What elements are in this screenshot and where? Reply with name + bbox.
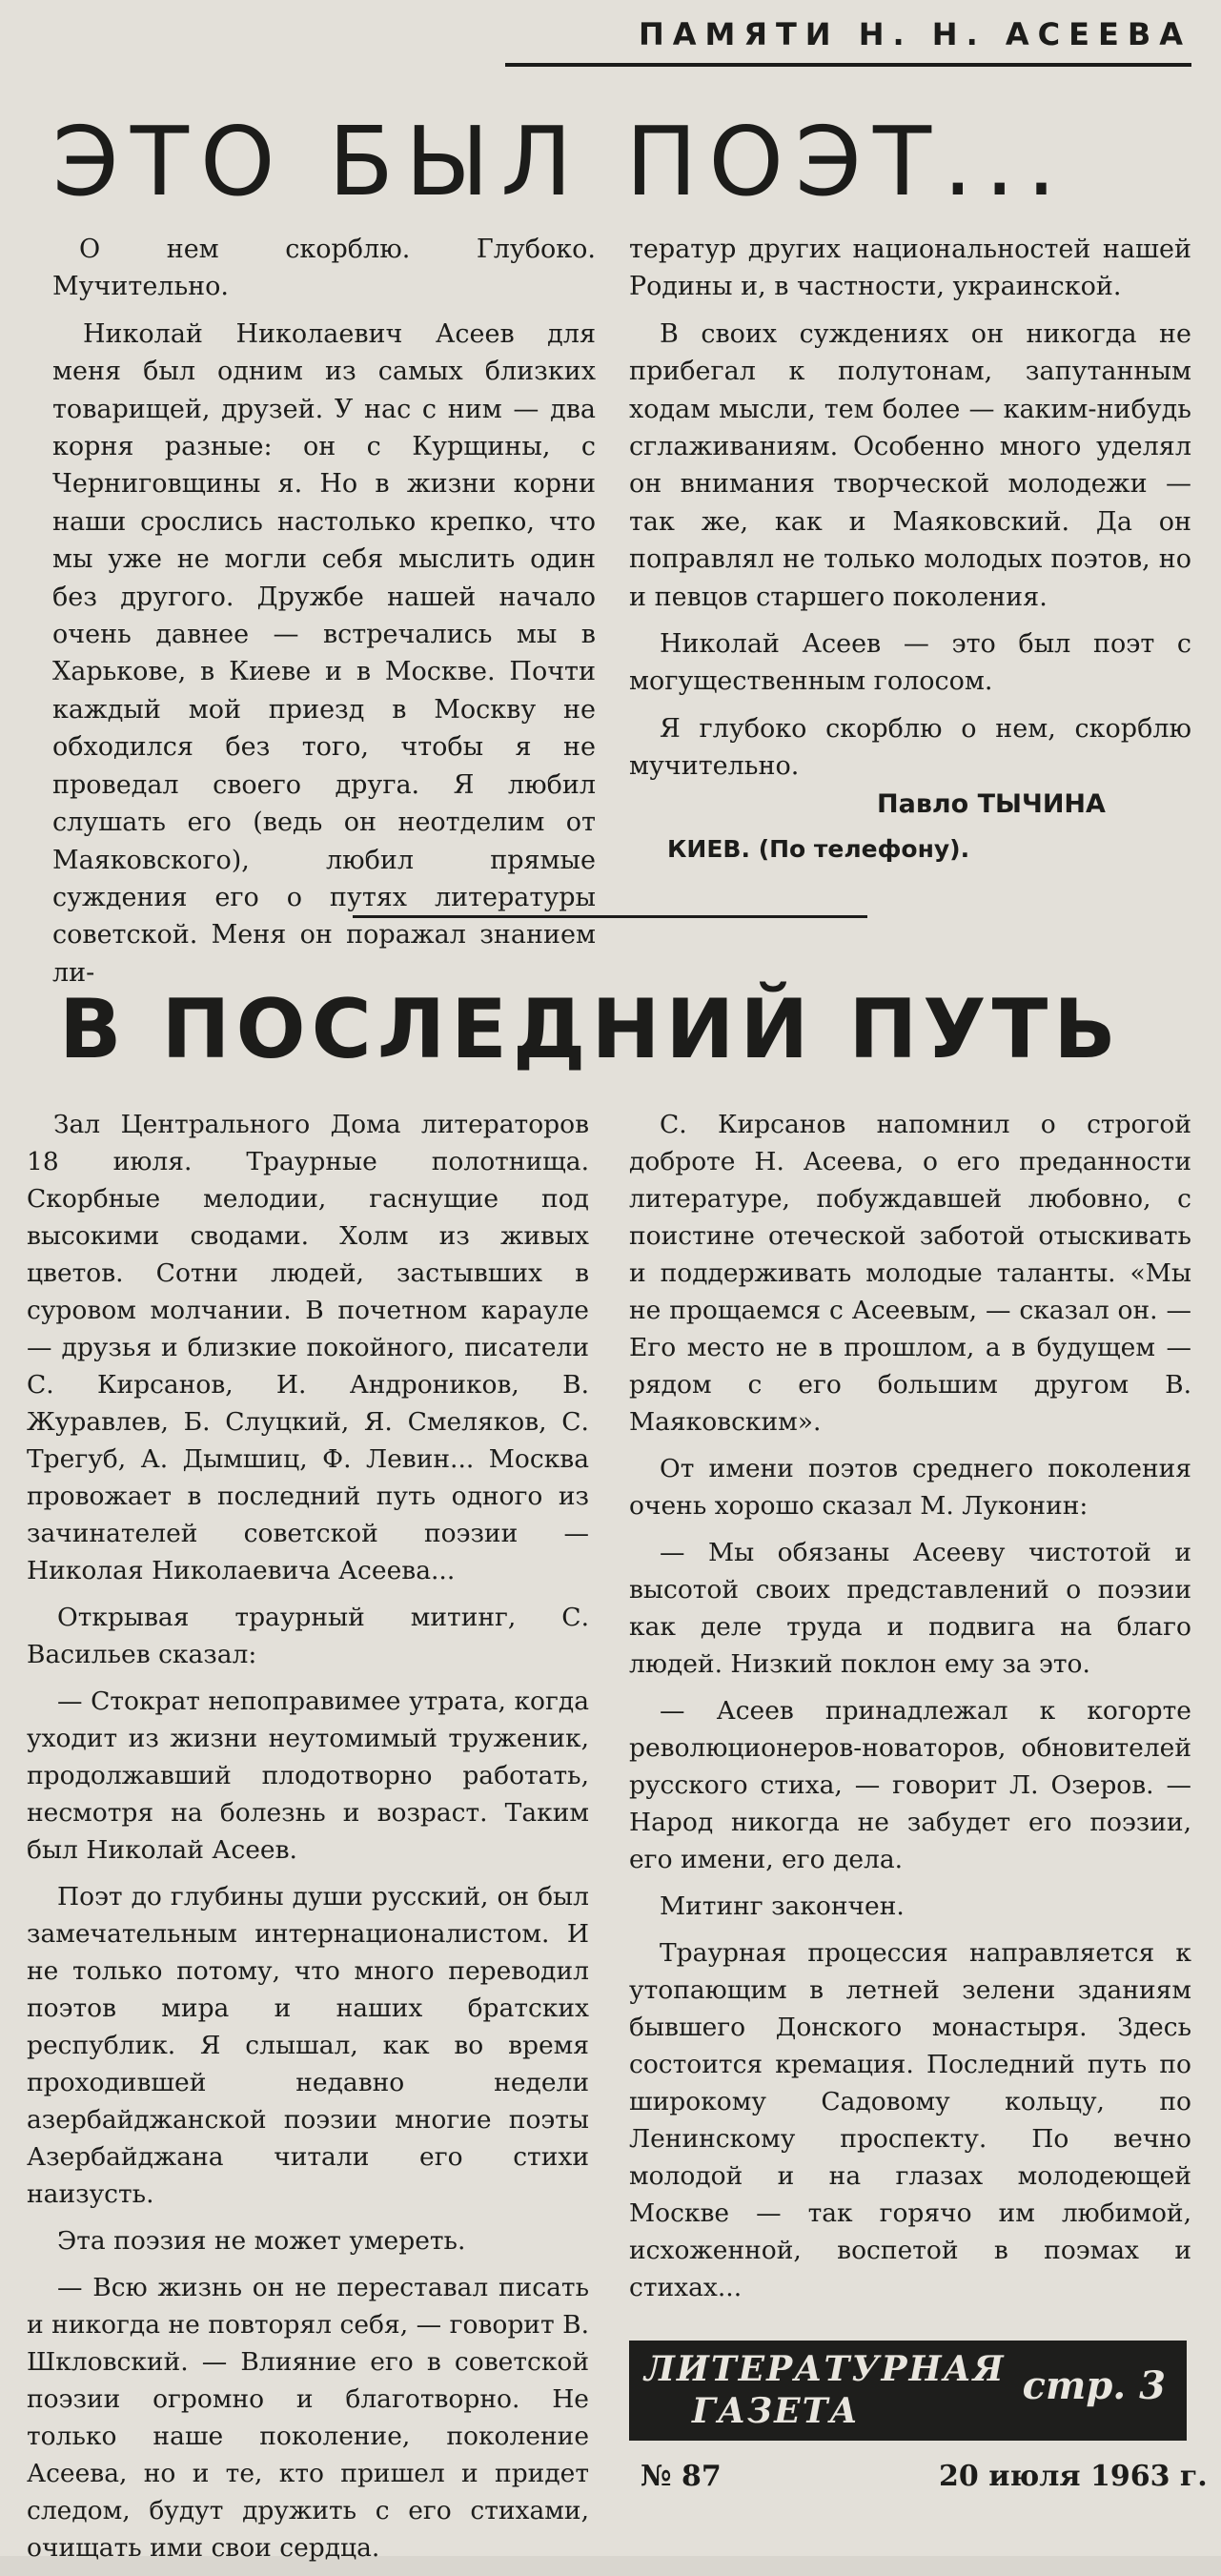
article1-column-2 — [629, 231, 1191, 795]
paragraph: С. Кирсанов напомнил о строгой доброте Н. Асеева, о его преданности литературе, побуждавшей любовно, с поистине отеческой заботой отыскивать и поддерживать молодые таланты. «Мы не прощаемся с Асеевым, — сказал он. — Его место не в прошлом, а в будущем — рядом с его большим другом В. Маяковским». — [629, 1110, 1191, 1437]
article1-title: ЭТО БЫЛ ПОЭТ... — [52, 106, 1068, 217]
rubric-header: ПАМЯТИ Н. Н. АСЕЕВА — [505, 8, 1191, 67]
paragraph: В своих суждениях он никогда не прибегал к полутонам, запутанным ходам мысли, тем более — каким-нибудь сглаживаниям. Особенно много уделял он внимания творческой молодежи — так же, как и Маяковский. Да он поправлял не только молодых поэтов, но и певцов старшего поколения. — [629, 318, 1191, 612]
article1-column-1 — [52, 231, 596, 1001]
paragraph: Поэт до глубины души русский, он был замечательным интернационалистом. И не только потому, что много переводил поэтов мира и наших братских республик. Я слышал, как во время проходившей недавно недели азербайджанской поэзии многие поэты Азербайджана читали его стихи наизусть. — [27, 1882, 589, 2209]
paragraph: Открывая траурный митинг, С. Васильев сказал: — [27, 1603, 589, 1669]
paragraph: — Асеев принадлежал к когорте революционеров-новаторов, обновителей русского стиха, — говорит Л. Озеров. — Народ никогда не забудет его поэзии, его имени, его дела. — [629, 1696, 1191, 1874]
issue-date: 20 июля 1963 г. — [939, 2460, 1208, 2493]
paragraph: — Мы обязаны Асееву чистотой и высотой своих представлений о поэзии как деле труда и подвига на благо людей. Низкий поклон ему за это. — [629, 1538, 1191, 1679]
newspaper-masthead — [629, 2341, 1187, 2441]
paragraph: Траурная процессия направляется к утопающим в летней зелени зданиям бывшего Донского монастыря. Здесь состоится кремация. Последний путь по широкому Садовому кольцу, по Ленинскому проспекту. По вечно молодой и на глазах молодеющей Москве — так горячо им любимой, исхоженной, воспетой в поэмах и стихах... — [629, 1938, 1191, 2302]
paragraph: Эта поэзия не может умереть. — [57, 2226, 466, 2256]
paragraph: Николай Николаевич Асеев для меня был одним из самых близких товарищей, друзей. У нас с ним — два корня разные: он с Курщины, с Черниговщины я. Но в жизни корни наши срослись настолько крепко, что мы уже не могли себя мыслить один без другого. Дружбе нашей начало очень давнее — встречались мы в Харькове, в Киеве и в Москве. Почти каждый мой приезд в Москву не обходился без того, чтобы я не проведал своего друга. Я любил слушать его (ведь он неотделим от Маяковского), любил прямые суждения его о путях литературы советской. Меня он поражал знанием ли- — [52, 318, 596, 988]
article1-dateline: КИЕВ. (По телефону). — [667, 835, 970, 863]
paragraph: Николай Асеев — это был поэт с могущественным голосом. — [629, 629, 1191, 697]
paragraph: — Всю жизнь он не переставал писать и никогда не повторял себя, — говорит В. Шкловский. — Влияние его в советской поэзии огромно и благотворно. Не только наше поколение, поколение Асеева, но и те, кто пришел и придет следом, будут дружить с его стихами, очищать ими свои сердца. — [27, 2273, 589, 2563]
paragraph: — Стократ непоправимее утрата, когда уходит из жизни неутомимый труженик, продолжавший плодотворно работать, несмотря на болезнь и возраст. Таким был Николай Асеев. — [27, 1687, 589, 1865]
masthead-title-line-1: ЛИТЕРАТУРНАЯ — [644, 2349, 1006, 2389]
article2-column-2 — [629, 1106, 1191, 2316]
paragraph: От имени поэтов среднего поколения очень хорошо сказал М. Луконин: — [629, 1454, 1191, 1521]
paragraph: Митинг закончен. — [660, 1891, 905, 1921]
masthead-page-number: стр. 3 — [1022, 2363, 1166, 2408]
article1-author: Павло ТЫЧИНА — [877, 789, 1106, 819]
masthead-title-line-2: ГАЗЕТА — [692, 2391, 860, 2431]
issue-number: № 87 — [641, 2460, 722, 2493]
paragraph: Я глубоко скорблю о нем, скорблю мучительно. — [629, 713, 1191, 782]
divider-rule — [353, 915, 867, 918]
article2-title: В ПОСЛЕДНИЙ ПУТЬ — [59, 982, 1122, 1077]
paragraph: О нем скорблю. Глубоко. Мучительно. — [52, 235, 596, 302]
article2-column-1 — [27, 1106, 589, 2576]
paragraph: тератур других национальностей нашей Родины и, в частности, украинской. — [629, 235, 1191, 302]
paragraph: Зал Центрального Дома литераторов 18 июля. Траурные полотнища. Скорбные мелодии, гаснущие под высокими сводами. Холм из живых цветов. Сотни людей, застывших в суровом молчании. В почетном карауле — друзья и близкие покойного, писатели С. Кирсанов, И. Андроников, В. Журавлев, Б. Слуцкий, Я. Смеляков, С. Трегуб, А. Дымшиц, Ф. Левин... Москва провожает в последний путь одного из зачинателей советской поэзии — Николая Николаевича Асеева... — [27, 1110, 589, 1585]
